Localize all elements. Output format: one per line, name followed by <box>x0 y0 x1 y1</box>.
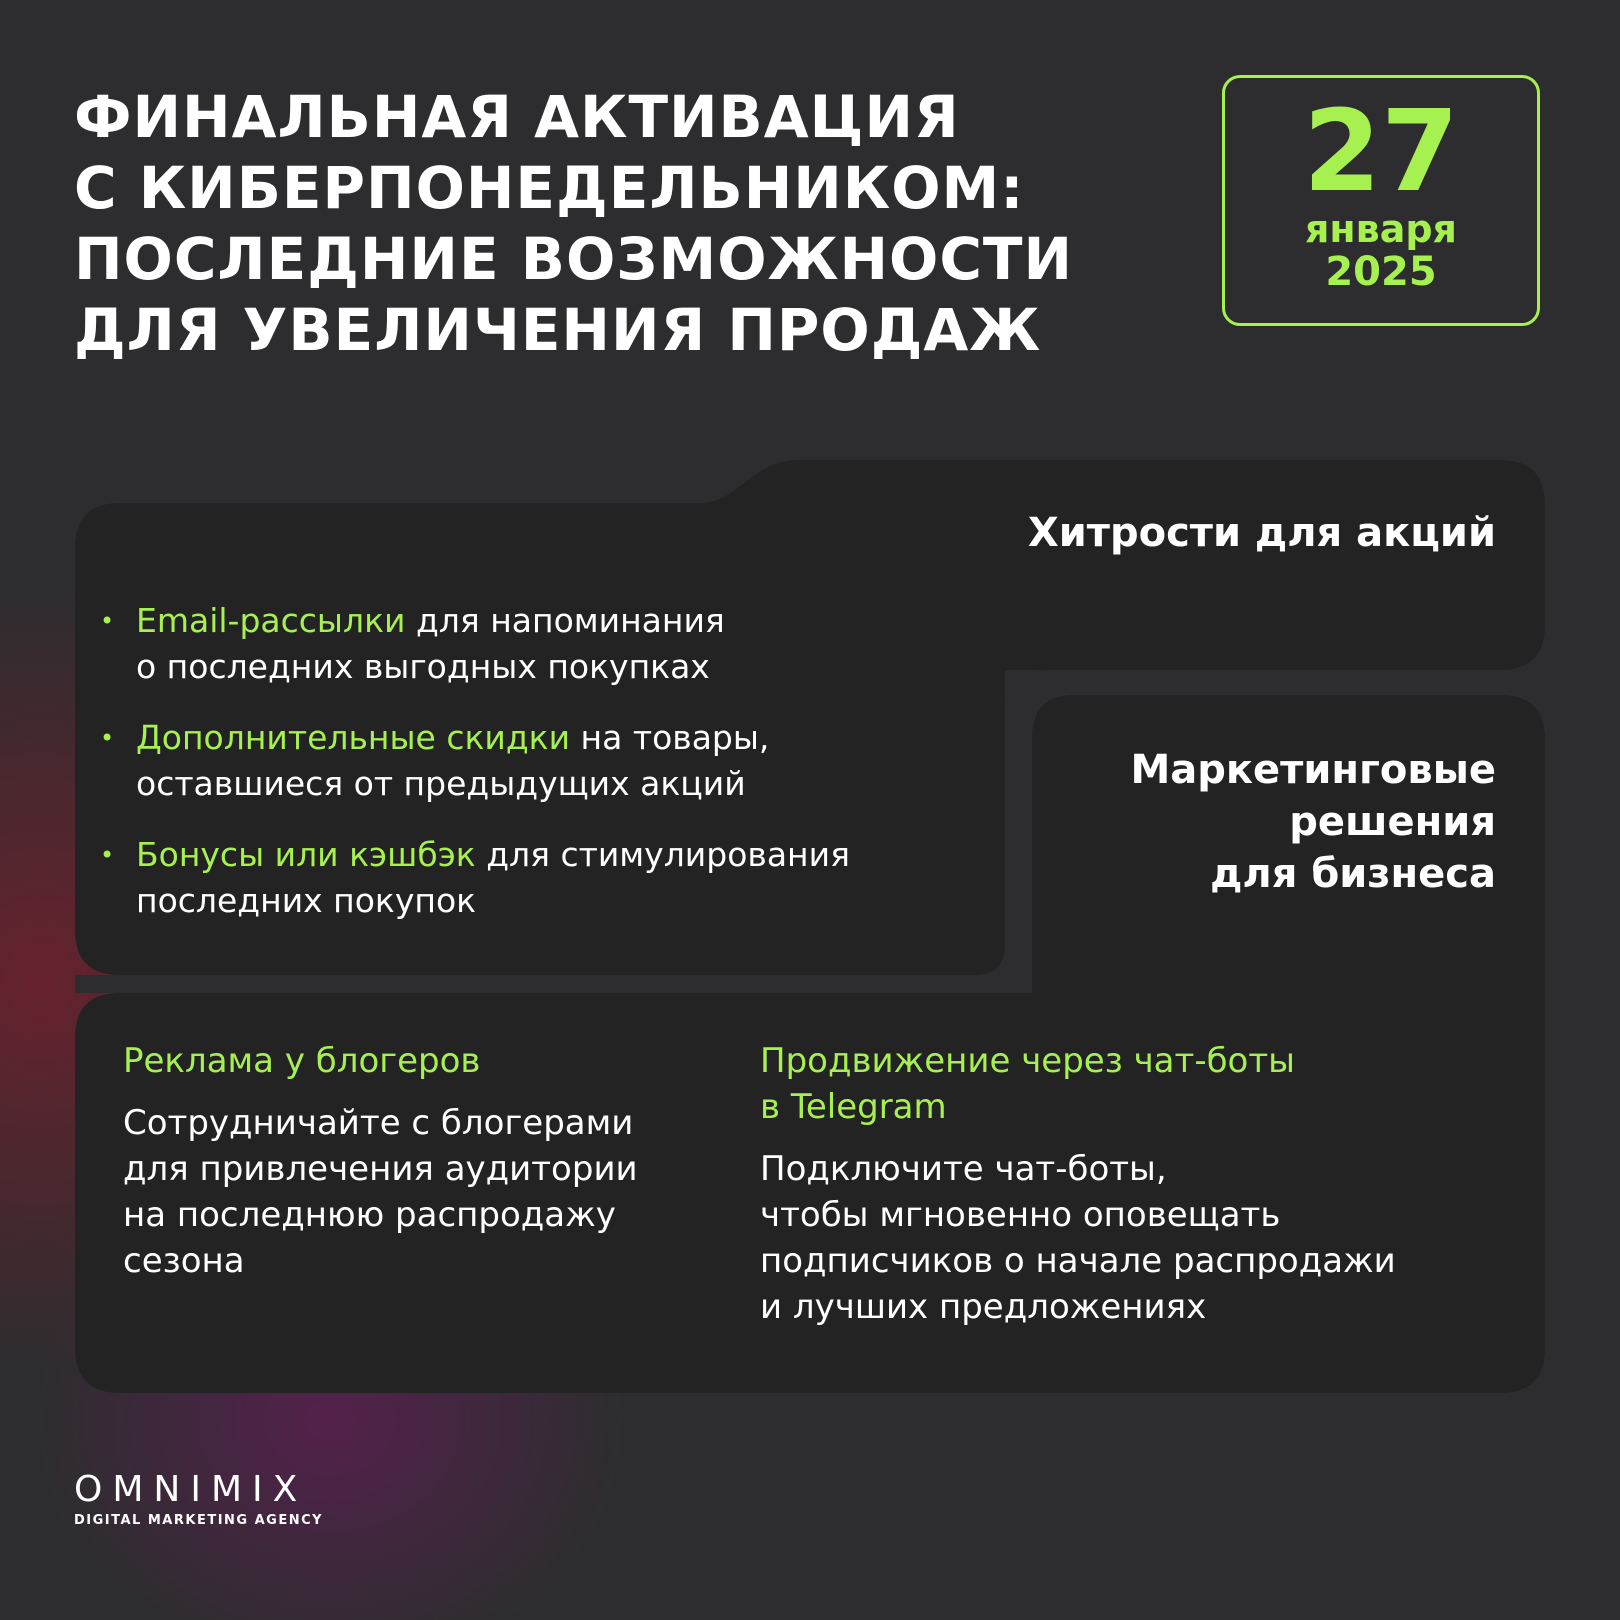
brand-name: OMNIMIX <box>74 1469 308 1510</box>
date-day: 27 <box>1303 87 1459 217</box>
list-item-accent: Email-рассылки <box>136 601 406 640</box>
bloggers-text-line: Сотрудничайте с блогерами <box>123 1103 634 1143</box>
card-gutter <box>75 975 1030 993</box>
telegram-text <box>760 1146 1396 1330</box>
list-item-line2: о последних выгодных покупках <box>136 647 710 686</box>
list-item-accent: Дополнительные скидки <box>136 718 571 757</box>
bloggers-title: Реклама у блогеров <box>123 1041 481 1081</box>
title-line: С КИБЕРПОНЕДЕЛЬНИКОМ: <box>74 154 1025 222</box>
bloggers-text-line: для привлечения аудитории <box>123 1149 638 1189</box>
bloggers-text-line: на последнюю распродажу <box>123 1195 616 1235</box>
marketing-heading <box>1130 744 1496 900</box>
bullet-icon: • <box>100 607 115 635</box>
list-item-line2: последних покупок <box>136 881 477 920</box>
list-item-line <box>136 598 850 644</box>
list-item-accent: Бонусы или кэшбэк <box>136 835 476 874</box>
telegram-title-line: в Telegram <box>760 1087 947 1127</box>
marketing-heading-line: Маркетинговые <box>1130 747 1496 793</box>
telegram-text-line: чтобы мгновенно оповещать <box>760 1195 1281 1235</box>
list-item-text: на товары, <box>570 718 770 757</box>
telegram-text-line: Подключите чат-боты, <box>760 1149 1167 1189</box>
telegram-text-line: подписчиков о начале распродажи <box>760 1241 1396 1281</box>
title-line: ПОСЛЕДНИЕ ВОЗМОЖНОСТИ <box>74 225 1074 293</box>
telegram-block <box>760 1038 1396 1330</box>
bloggers-text-line: сезона <box>123 1241 245 1281</box>
brand-tagline: DIGITAL MARKETING AGENCY <box>74 1513 324 1528</box>
list-item-text: для стимулирования <box>475 835 850 874</box>
list-item-line <box>136 832 850 878</box>
telegram-title <box>760 1038 1396 1130</box>
date-month: января <box>1305 207 1457 251</box>
bloggers-text <box>123 1100 638 1284</box>
telegram-title-line: Продвижение через чат-боты <box>760 1041 1296 1081</box>
date-year: 2025 <box>1325 249 1437 295</box>
brand-logo <box>74 1470 323 1528</box>
title-line: ДЛЯ УВЕЛИЧЕНИЯ ПРОДАЖ <box>74 296 1042 364</box>
list-item-text: для напоминания <box>405 601 725 640</box>
card-fill <box>1032 960 1545 1000</box>
bullet-icon: • <box>100 724 115 752</box>
tricks-list <box>100 598 850 949</box>
list-item <box>100 832 850 924</box>
list-item <box>100 598 850 690</box>
marketing-heading-line: решения <box>1289 799 1496 845</box>
telegram-text-line: и лучших предложениях <box>760 1287 1207 1327</box>
title-line: ФИНАЛЬНАЯ АКТИВАЦИЯ <box>74 83 960 151</box>
list-item-line2: оставшиеся от предыдущих акций <box>136 764 746 803</box>
bloggers-block <box>123 1038 638 1284</box>
card-gutter <box>1005 670 1032 993</box>
list-item <box>100 715 850 807</box>
list-item-line <box>136 715 850 761</box>
tricks-heading: Хитрости для акций <box>1027 510 1496 556</box>
marketing-heading-line: для бизнеса <box>1210 851 1496 897</box>
bullet-icon: • <box>100 841 115 869</box>
